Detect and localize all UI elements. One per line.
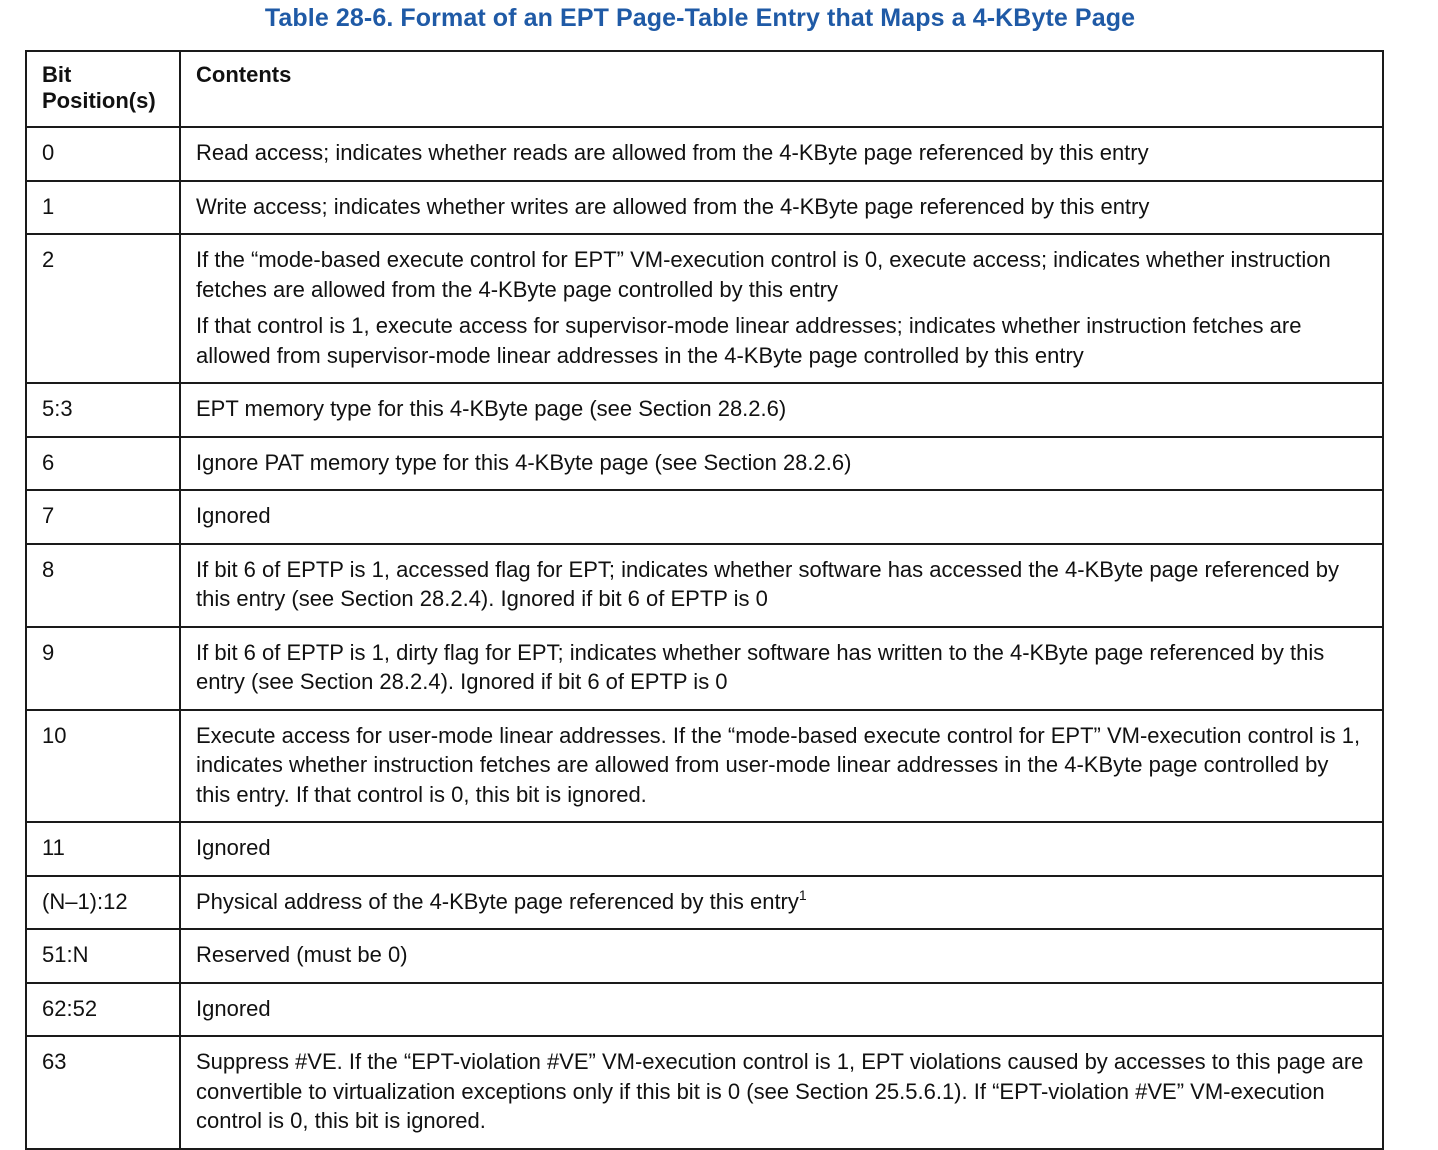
bit-position-cell: 1: [26, 181, 180, 235]
footnote-marker: 1: [798, 886, 807, 903]
contents-paragraph: [196, 638, 1368, 697]
contents-cell: [180, 490, 1383, 544]
contents-paragraph: [196, 1047, 1368, 1136]
contents-text: Ignored: [196, 835, 271, 860]
bit-position-cell: (N–1):12: [26, 876, 180, 930]
contents-paragraph: [196, 994, 1368, 1024]
contents-text: Execute access for user-mode linear addresses. If the “mode-based execute control for EPT” VM-execution control is 1, indicates whether instruction fetches are allowed from user-mode linear addresses in the 4-KByte page controlled by this entry. If that control is 0, this bit is ignored.: [196, 722, 1361, 807]
bit-position-cell: 7: [26, 490, 180, 544]
contents-cell: [180, 181, 1383, 235]
contents-text: Read access; indicates whether reads are allowed from the 4-KByte page referenced by this entry: [196, 140, 1149, 165]
contents-paragraph: [196, 192, 1368, 222]
contents-paragraph: [196, 448, 1368, 478]
contents-text: If that control is 1, execute access for supervisor-mode linear addresses; indicates whether instruction fetches are allowed from supervisor-mode linear addresses in the 4-KByte page controlled by this entry: [196, 313, 1302, 368]
table-row: [26, 876, 1383, 930]
bit-position-cell: 10: [26, 710, 180, 823]
ept-entry-table: [25, 50, 1384, 1150]
table-row: [26, 490, 1383, 544]
contents-cell: [180, 876, 1383, 930]
table-row: [26, 127, 1383, 181]
contents-cell: [180, 710, 1383, 823]
contents-text: Ignored: [196, 995, 271, 1021]
contents-text: Physical address of the 4-KByte page referenced by this entry: [196, 888, 799, 914]
bit-position-cell: 2: [26, 234, 180, 383]
contents-cell: [180, 437, 1383, 491]
contents-paragraph: [196, 940, 1368, 970]
bit-position-cell: 9: [26, 627, 180, 710]
table-row: [26, 181, 1383, 235]
bit-position-cell: 8: [26, 544, 180, 627]
contents-paragraph: [196, 501, 1368, 531]
bit-position-cell: 6: [26, 437, 180, 491]
bit-position-cell: 62:52: [26, 983, 180, 1037]
contents-cell: [180, 822, 1383, 876]
bit-position-cell: 11: [26, 822, 180, 876]
table-header-row: [26, 51, 1383, 127]
table-body: [26, 127, 1383, 1149]
contents-text: EPT memory type for this 4-KByte page (see Section 28.2.6): [196, 396, 787, 421]
table-row: [26, 383, 1383, 437]
contents-paragraph: [196, 833, 1368, 863]
contents-text: Suppress #VE. If the “EPT-violation #VE” VM-execution control is 1, EPT violations caused by accesses to this page are convertible to virtualization exceptions only if this bit is 0 (see Section 25.5.6.1). If “EPT-violation #VE” VM-execution control is 0, this bit is ignored.: [196, 1049, 1364, 1133]
contents-paragraph: [196, 311, 1368, 370]
bit-position-cell: 63: [26, 1036, 180, 1149]
contents-cell: [180, 627, 1383, 710]
contents-text: Write access; indicates whether writes are allowed from the 4-KByte page referenced by this entry: [196, 193, 1150, 219]
contents-paragraph: [196, 138, 1368, 168]
contents-text: Reserved (must be 0): [196, 942, 408, 967]
table-caption: Table 28-6. Format of an EPT Page-Table Entry that Maps a 4-KByte Page: [264, 4, 1136, 32]
table-row: [26, 822, 1383, 876]
table-row: [26, 1036, 1383, 1149]
contents-paragraph: [196, 555, 1368, 614]
contents-cell: [180, 127, 1383, 181]
contents-cell: [180, 383, 1383, 437]
contents-paragraph: [196, 887, 1368, 917]
table-row: [26, 929, 1383, 983]
contents-paragraph: [196, 394, 1368, 424]
contents-cell: [180, 234, 1383, 383]
contents-text: If bit 6 of EPTP is 1, accessed flag for EPT; indicates whether software has accessed the 4-KByte page referenced by this entry (see Section 28.2.4). Ignored if bit 6 of EPTP is 0: [196, 556, 1339, 611]
table-row: [26, 983, 1383, 1037]
contents-cell: [180, 929, 1383, 983]
contents-cell: [180, 1036, 1383, 1149]
contents-text: If the “mode-based execute control for EPT” VM-execution control is 0, execute access; indicates whether instruction fetches are allowed from the 4-KByte page controlled by this entry: [196, 247, 1331, 302]
table-row: [26, 437, 1383, 491]
bit-position-cell: 0: [26, 127, 180, 181]
contents-text: Ignore PAT memory type for this 4-KByte page (see Section 28.2.6): [196, 449, 852, 475]
header-bit-line1: Bit: [42, 62, 72, 87]
table-row: [26, 234, 1383, 383]
header-contents: Contents: [180, 51, 1383, 127]
contents-text: If bit 6 of EPTP is 1, dirty flag for EPT; indicates whether software has written to the 4-KByte page referenced by this entry (see Section 28.2.4). Ignored if bit 6 of EPTP is 0: [196, 639, 1325, 694]
bit-position-cell: 5:3: [26, 383, 180, 437]
header-bit-positions: [26, 51, 180, 127]
contents-cell: [180, 544, 1383, 627]
contents-paragraph: [196, 245, 1368, 304]
bit-position-cell: 51:N: [26, 929, 180, 983]
header-bit-line2: Position(s): [42, 88, 156, 113]
contents-paragraph: [196, 721, 1368, 810]
table-row: [26, 627, 1383, 710]
contents-text: Ignored: [196, 503, 271, 528]
table-row: [26, 544, 1383, 627]
contents-cell: [180, 983, 1383, 1037]
table-row: [26, 710, 1383, 823]
